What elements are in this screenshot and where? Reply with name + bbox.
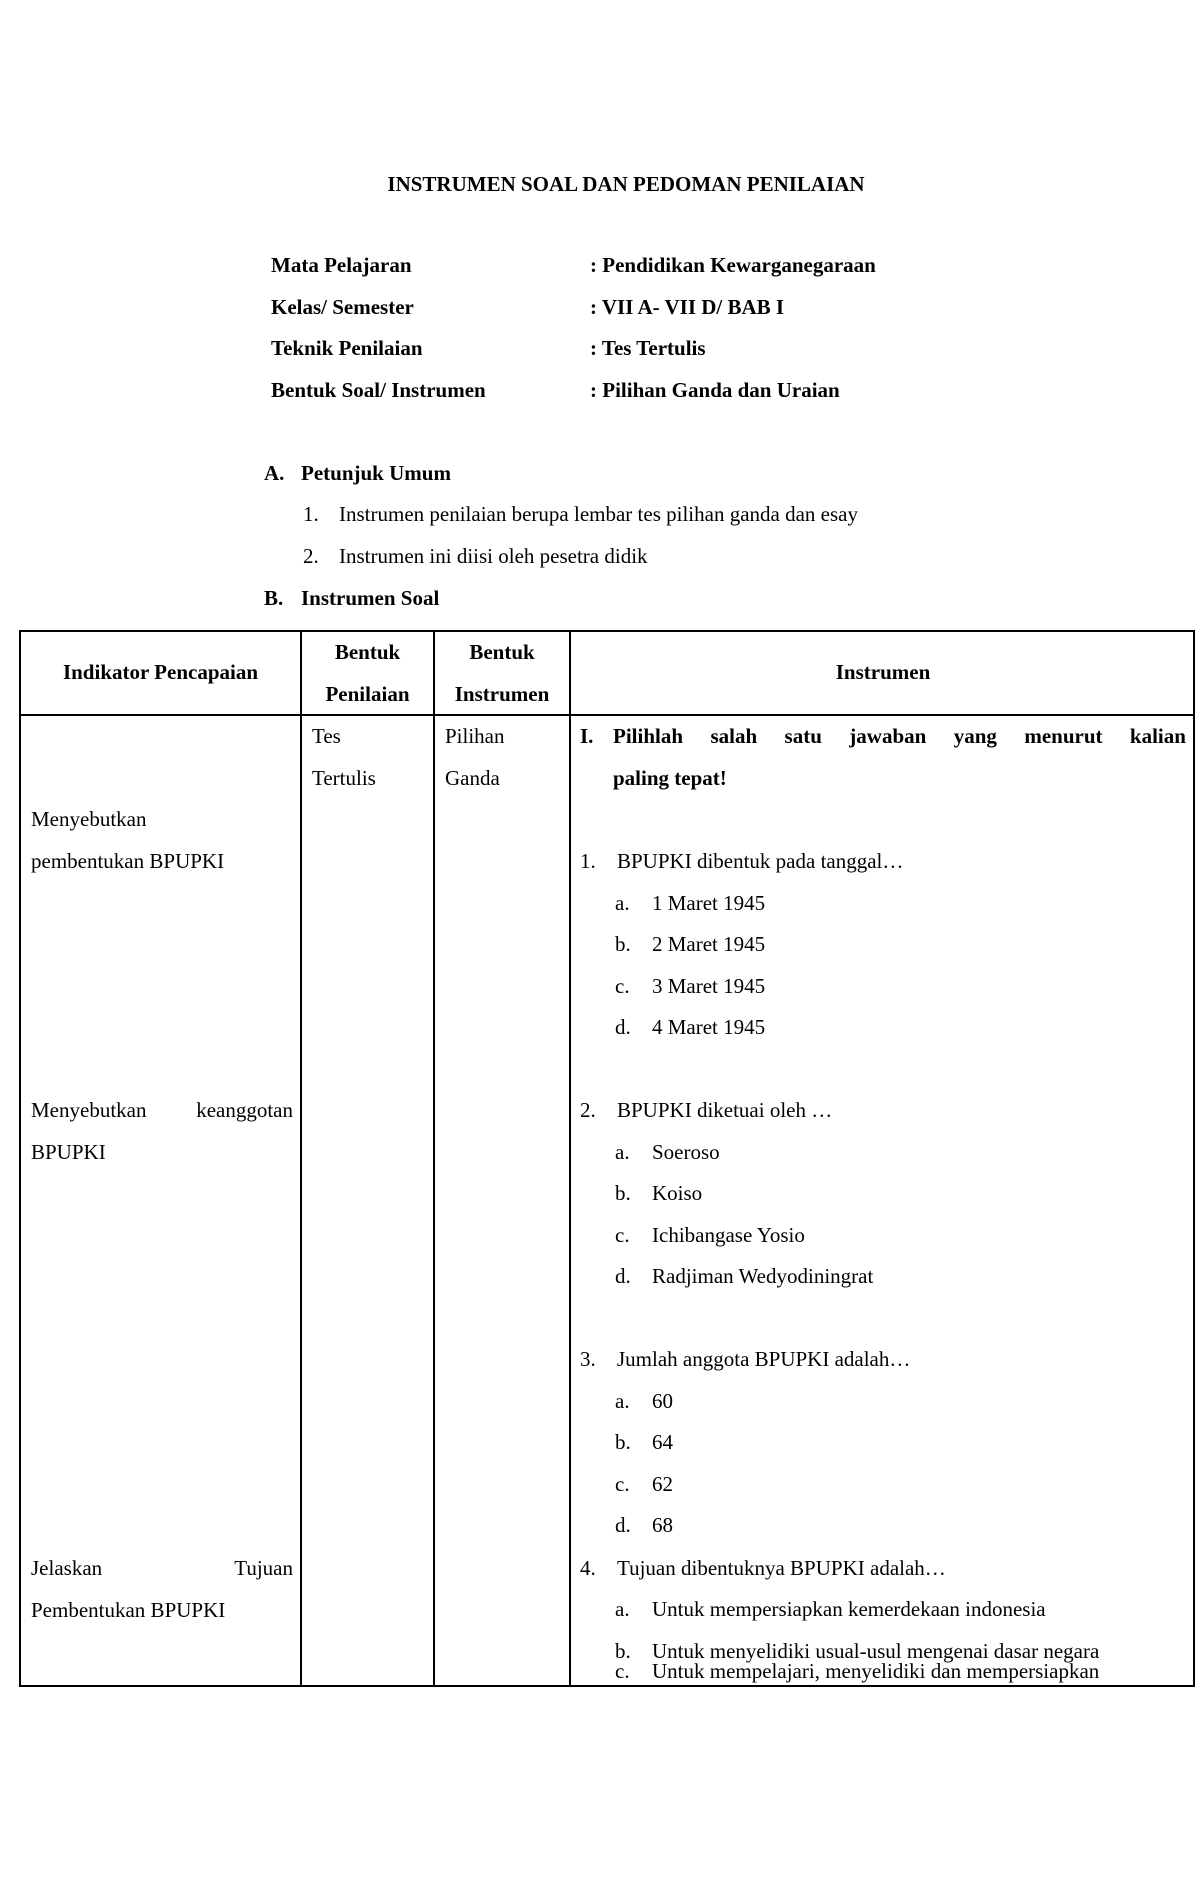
cell-line: pembentukan BPUPKI xyxy=(31,848,225,873)
option-letter: a. xyxy=(615,1389,630,1413)
column-divider xyxy=(569,632,571,1685)
indikator-2 xyxy=(31,1090,293,1173)
section-title: Instrumen Soal xyxy=(301,586,440,610)
list-number: 1. xyxy=(303,502,319,526)
section-heading-line: paling tepat! xyxy=(613,766,727,790)
word: Jelaskan xyxy=(31,1556,103,1580)
option xyxy=(615,1505,673,1547)
word: Menyebutkan xyxy=(31,1098,147,1122)
question-number: 3. xyxy=(580,1347,596,1371)
option-text: Untuk mempelajari, menyelidiki dan mempersiapkan xyxy=(652,1659,1100,1683)
option-letter: b. xyxy=(615,1430,631,1454)
header-line: Instrumen xyxy=(454,681,550,706)
option-text: Radjiman Wedyodiningrat xyxy=(652,1264,874,1288)
question xyxy=(580,1090,832,1132)
header-line: Bentuk xyxy=(334,640,401,664)
list-text: Instrumen ini diisi oleh pesetra didik xyxy=(339,543,648,568)
option-letter: b. xyxy=(615,1639,631,1663)
option-letter: a. xyxy=(615,1140,630,1164)
meta-value: : VII A- VII D/ BAB I xyxy=(590,294,785,319)
cell-line: Pembentukan BPUPKI xyxy=(31,1597,226,1622)
word: Tujuan xyxy=(234,1556,293,1580)
section-heading-num: I. xyxy=(580,724,594,748)
option-letter: b. xyxy=(615,1181,631,1205)
option-text: Koiso xyxy=(652,1181,703,1205)
meta-label: Teknik Penilaian xyxy=(271,336,423,360)
header-line: Penilaian xyxy=(325,681,410,706)
section-letter: A. xyxy=(264,461,285,485)
section-title: Petunjuk Umum xyxy=(301,461,451,485)
meta-label: Kelas/ Semester xyxy=(271,294,414,319)
meta-label: Mata Pelajaran xyxy=(271,253,412,277)
option-text: Untuk mempersiapkan kemerdekaan indonesia xyxy=(652,1597,1046,1621)
instrument-table xyxy=(19,630,1195,1687)
question xyxy=(580,1548,946,1590)
list-item xyxy=(303,544,858,586)
option xyxy=(615,1464,673,1506)
option-text: 4 Maret 1945 xyxy=(652,1015,766,1039)
option-letter: a. xyxy=(615,1597,630,1621)
option-text: 62 xyxy=(652,1472,673,1496)
option xyxy=(615,966,765,1008)
meta-row-class xyxy=(271,295,876,337)
cell-line xyxy=(31,1090,293,1132)
option xyxy=(615,1173,702,1215)
meta-value: : Pendidikan Kewarganegaraan xyxy=(590,253,876,277)
option xyxy=(615,1007,765,1049)
option-text: 64 xyxy=(652,1430,673,1454)
option xyxy=(615,1656,1099,1686)
option-text: Ichibangase Yosio xyxy=(652,1223,805,1247)
question xyxy=(580,841,903,883)
option-text: 3 Maret 1945 xyxy=(652,974,766,998)
meta-info xyxy=(271,253,876,419)
cell-bentuk-instrumen xyxy=(445,716,505,799)
page-title: INSTRUMEN SOAL DAN PEDOMAN PENILAIAN xyxy=(387,172,865,196)
word: satu xyxy=(784,724,822,748)
indikator-3 xyxy=(31,1548,293,1631)
cell-line: BPUPKI xyxy=(31,1139,106,1164)
column-divider xyxy=(433,632,435,1685)
option xyxy=(615,924,765,966)
header-line: Bentuk xyxy=(469,640,535,664)
question xyxy=(580,1339,910,1381)
meta-row-form xyxy=(271,378,876,420)
meta-value: : Pilihan Ganda dan Uraian xyxy=(590,377,840,402)
option-letter: a. xyxy=(615,891,630,915)
cell-line: Tertulis xyxy=(312,765,376,790)
option-letter: b. xyxy=(615,932,631,956)
header-bentuk-instrumen xyxy=(435,632,569,715)
word: kalian xyxy=(1129,724,1186,748)
meta-value: : Tes Tertulis xyxy=(590,336,706,360)
word: yang xyxy=(953,724,997,748)
option xyxy=(615,1215,805,1257)
option-text: 2 Maret 1945 xyxy=(652,932,766,956)
option-letter: d. xyxy=(615,1513,631,1537)
cell-line: Menyebutkan xyxy=(31,807,147,831)
header-instrumen: Instrumen xyxy=(835,660,931,684)
question-text: Jumlah anggota BPUPKI adalah… xyxy=(617,1347,911,1371)
cell-line: Tes xyxy=(312,724,341,748)
cell-line xyxy=(31,1548,293,1590)
option-letter: c. xyxy=(615,1659,630,1683)
cell-line: Pilihan xyxy=(445,724,505,748)
question-text: Tujuan dibentuknya BPUPKI adalah… xyxy=(617,1556,946,1580)
option xyxy=(615,883,765,925)
option xyxy=(615,1132,720,1174)
option-letter: d. xyxy=(615,1015,631,1039)
question-number: 2. xyxy=(580,1098,596,1122)
option xyxy=(615,1381,673,1423)
option xyxy=(615,1256,873,1298)
meta-row-subject xyxy=(271,253,876,295)
word: jawaban xyxy=(849,724,927,748)
list-item xyxy=(303,502,858,544)
meta-label: Bentuk Soal/ Instrumen xyxy=(271,377,486,402)
column-divider xyxy=(300,632,302,1685)
question-number: 1. xyxy=(580,849,596,873)
meta-row-technique xyxy=(271,336,876,378)
question-number: 4. xyxy=(580,1556,596,1580)
option-letter: c. xyxy=(615,1223,630,1247)
option-letter: c. xyxy=(615,1472,630,1496)
option-letter: d. xyxy=(615,1264,631,1288)
option-text: Untuk menyelidiki usual-usul mengenai dasar negara xyxy=(652,1639,1100,1663)
option-text: 1 Maret 1945 xyxy=(652,891,766,915)
question-text: BPUPKI dibentuk pada tanggal… xyxy=(617,849,904,873)
option-text: 60 xyxy=(652,1389,673,1413)
option xyxy=(615,1422,673,1464)
word: keanggotan xyxy=(196,1098,293,1122)
header-indikator: Indikator Pencapaian xyxy=(62,660,259,684)
option-letter: c. xyxy=(615,974,630,998)
section-b-heading xyxy=(264,586,439,611)
question-text: BPUPKI diketuai oleh … xyxy=(617,1098,833,1122)
word: salah xyxy=(710,724,758,748)
header-bentuk-penilaian xyxy=(302,632,433,715)
option-text: 68 xyxy=(652,1513,673,1537)
instructions-list xyxy=(303,502,858,585)
section-a-heading xyxy=(264,461,451,486)
option-text: Soeroso xyxy=(652,1140,720,1164)
option xyxy=(615,1589,1046,1631)
word: menurut xyxy=(1024,724,1103,748)
indikator-1 xyxy=(31,799,293,882)
cell-bentuk-penilaian xyxy=(312,716,376,799)
list-number: 2. xyxy=(303,543,319,568)
list-text: Instrumen penilaian berupa lembar tes pilihan ganda dan esay xyxy=(339,502,858,526)
cell-line: Ganda xyxy=(445,765,500,790)
section-heading-line xyxy=(613,716,1186,758)
word: Pilihlah xyxy=(613,724,684,748)
section-letter: B. xyxy=(264,586,284,610)
